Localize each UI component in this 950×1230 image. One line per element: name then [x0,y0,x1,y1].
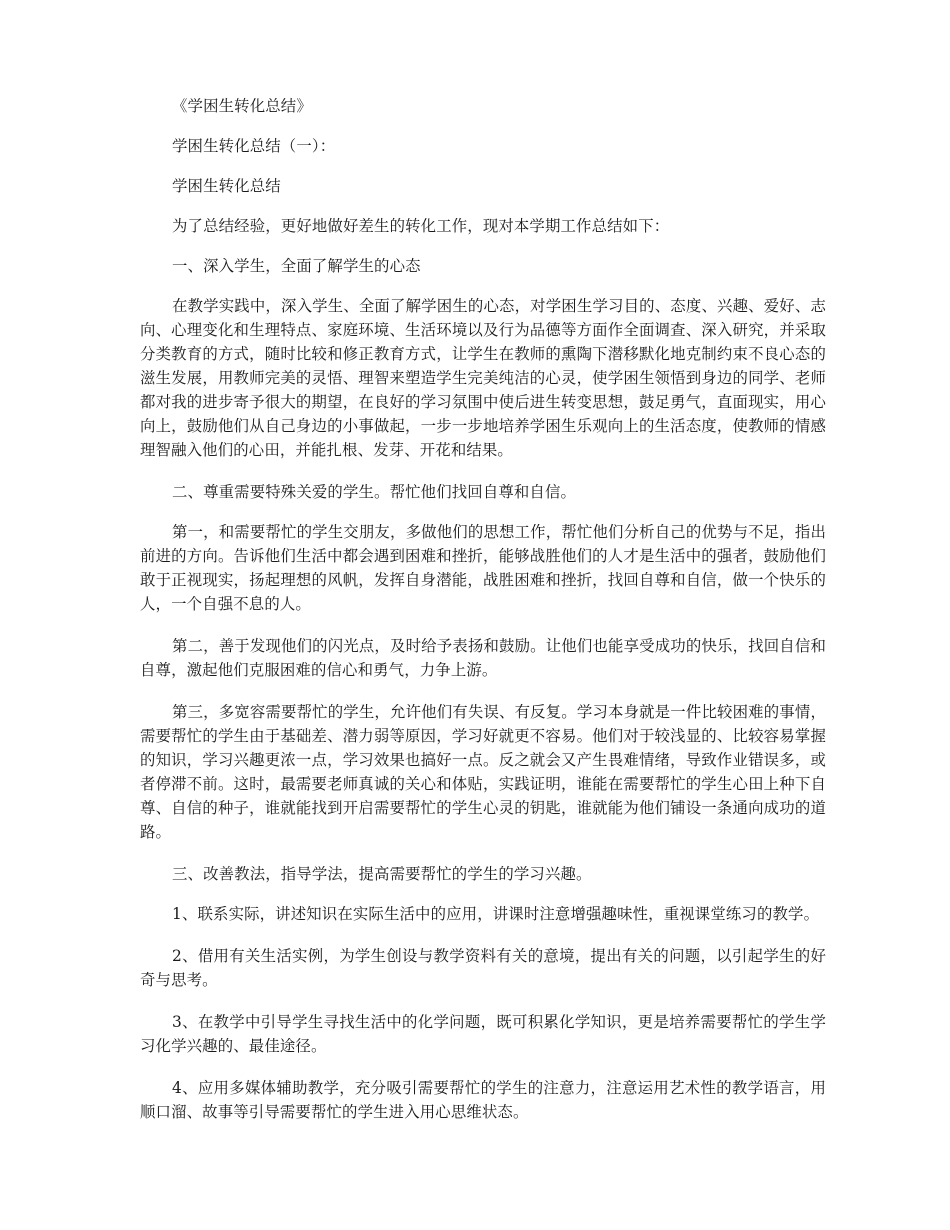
document-heading: 学困生转化总结 [172,177,281,195]
section-1-paragraph: 在教学实践中，深入学生、全面了解学困生的心态，对学困生学习目的、态度、兴趣、爱好、志向、心理变化和生理特点、家庭环境、生活环境以及行为品德等方面作全面调查、深入研究，并采取分类教育的方式，随时比较和修正教育方式，让学生在教师的熏陶下潜移默化地克制约束不良心态的滋生发展，用教师完美的灵悟、理智来塑造学生完美纯洁的心灵，使学困生领悟到身边的同学、老师都对我的进步寄予很大的期望，在良好的学习氛围中使后进生转变思想，鼓足勇气，直面现实，用心向上，鼓励他们从自己身边的小事做起，一步一步地培养学困生乐观向上的生活态度，使教师的情感理智融入他们的心田，并能扎根、发芽、开花和结果。 [140,297,826,459]
section-3-item-4: 4、应用多媒体辅助教学，充分吸引需要帮忙的学生的注意力，注意运用艺术性的教学语言，用顺口溜、故事等引导需要帮忙的学生进入用心思维状态。 [140,1079,826,1121]
section-2-paragraph-3: 第三，多宽容需要帮忙的学生，允许他们有失误、有反复。学习本身就是一件比较困难的事情，需要帮忙的学生由于基础差、潜力弱等原因，学习好就更不容易。他们对于较浅显的、比较容易掌握的知识，学习兴趣更浓一点，学习效果也搞好一点。反之就会又产生畏难情绪，导致作业错误多，或者停滞不前。这时，最需要老师真诚的关心和体贴，实践证明，谁能在需要帮忙的学生心田上种下自尊、自信的种子，谁就能找到开启需要帮忙的学生心灵的钥匙，谁就能为他们铺设一条通向成功的道路。 [140,703,826,841]
section-2-heading: 二、尊重需要特殊关爱的学生。帮忙他们找回自尊和自信。 [172,483,577,501]
section-1-heading: 一、深入学生，全面了解学生的心态 [172,257,421,275]
section-2-paragraph-2: 第二，善于发现他们的闪光点，及时给予表扬和鼓励。让他们也能享受成功的快乐，找回自信和自尊，激起他们克服困难的信心和勇气，力争上游。 [140,637,826,679]
section-3-heading: 三、改善教法，指导学法，提高需要帮忙的学生的学习兴趣。 [172,865,592,883]
document-body [140,94,826,1142]
intro-paragraph: 为了总结经验，更好地做好差生的转化工作，现对本学期工作总结如下： [172,217,670,235]
section-2-paragraph-1: 第一，和需要帮忙的学生交朋友，多做他们的思想工作，帮忙他们分析自己的优势与不足，指出前进的方向。告诉他们生活中都会遇到困难和挫折，能够战胜他们的人才是生活中的强者，鼓励他们敢于正视现实，扬起理想的风帆，发挥自身潜能，战胜困难和挫折，找回自尊和自信，做一个快乐的人，一个自强不息的人。 [140,523,826,613]
document-subtitle: 学困生转化总结（一）： [172,137,336,155]
section-3-item-3: 3、在教学中引导学生寻找生活中的化学问题，既可积累化学知识，更是培养需要帮忙的学生学习化学兴趣的、最佳途径。 [140,1013,826,1055]
section-3-item-1: 1、联系实际，讲述知识在实际生活中的应用，讲课时注意增强趣味性，重视课堂练习的教学。 [172,905,820,923]
section-3-item-2: 2、借用有关生活实例，为学生创设与教学资料有关的意境，提出有关的问题，以引起学生的好奇与思考。 [140,947,826,989]
document-title: 《学困生转化总结》 [172,97,312,115]
